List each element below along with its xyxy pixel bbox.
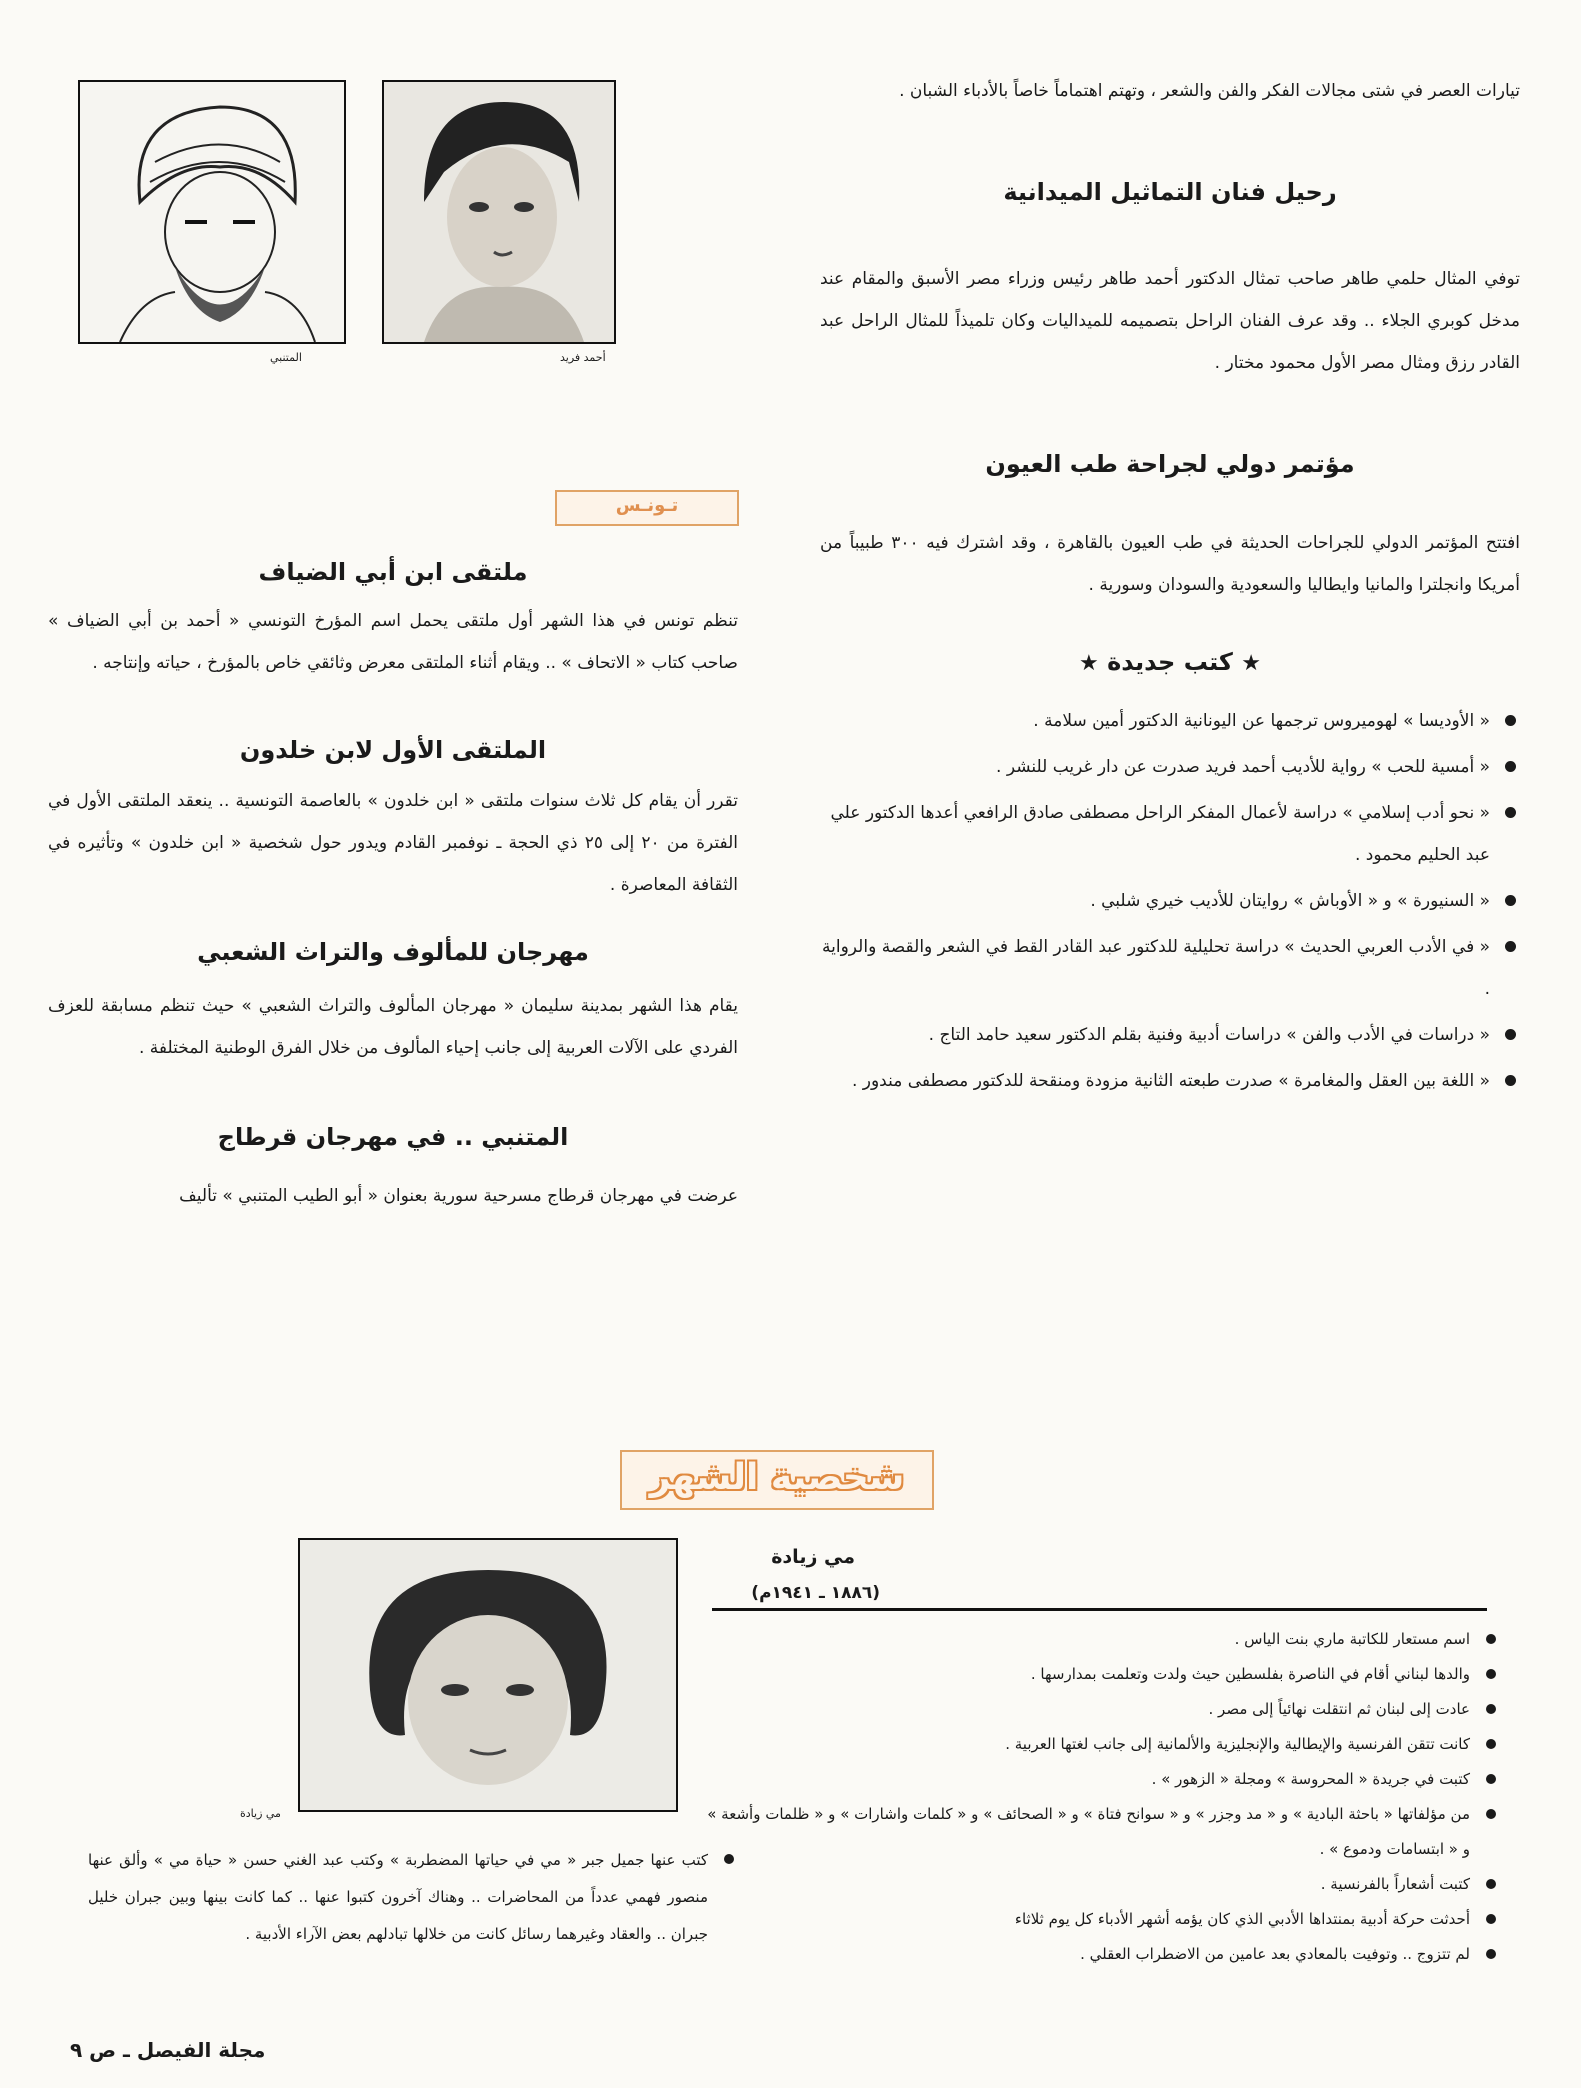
section-body-khaldun: تقرر أن يقام كل ثلاث سنوات ملتقى « ابن خلدون » بالعاصمة التونسية .. ينعقد الملتقى الأول في الفترة من ٢٠ إلى ٢٥ ذي الحجة ـ نوفمبر القادم ويدور حول شخصية « ابن خلدون » وتأثيره في الثقافة المعاصرة .: [48, 791, 738, 895]
list-item: كتبت في جريدة « المحروسة » ومجلة « الزهور » .: [700, 1762, 1500, 1797]
portrait-icon: [300, 1540, 676, 1810]
section-body-diaf: تنظم تونس في هذا الشهر أول ملتقى يحمل اسم المؤرخ التونسي « أحمد بن أبي الضياف » صاحب كتاب « الاتحاف » .. ويقام أثناء الملتقى معرض وثائقي خاص بالمؤرخ ، حياته وإنتاجه .: [48, 611, 738, 673]
section-title-khaldun: الملتقى الأول لابن خلدون: [239, 736, 547, 764]
list-item: كتبت أشعاراً بالفرنسية .: [700, 1867, 1500, 1902]
facts-list: [700, 1622, 1500, 1972]
star-icon: ★: [1241, 651, 1261, 676]
list-item: لم تتزوج .. وتوفيت بالمعادي بعد عامين من الاضطراب العقلي .: [700, 1937, 1500, 1972]
country-tag: تـونـس: [555, 490, 739, 526]
section-body-carthage: عرضت في مهرجان قرطاج مسرحية سورية بعنوان « أبو الطيب المتنبي » تأليف: [179, 1186, 738, 1206]
section-title-malouf: مهرجان للمألوف والتراث الشعبي: [197, 938, 589, 966]
divider: [712, 1608, 1487, 1611]
list-item: « اللغة بين العقل والمغامرة » صدرت طبعته الثانية مزودة ومنقحة للدكتور مصطفى مندور .: [820, 1060, 1520, 1102]
section-title-sculptor: رحيل فنان التماثيل الميدانية: [1003, 178, 1337, 206]
section-title-diaf: ملتقى ابن أبي الضياف: [258, 558, 528, 586]
list-item: « السنيورة » و « الأوباش » روايتان للأديب خيري شلبي .: [820, 880, 1520, 922]
books-title: كتب جديدة: [1107, 648, 1233, 676]
photo-ahmed-farid: [382, 80, 616, 344]
page-footer: مجلة الفيصل ـ ص ٩: [70, 2038, 266, 2062]
list-item: من مؤلفاتها « باحثة البادية » و « مد وجزر » و « سوانح فتاة » و « الصحائف » و « كلمات واشارات » و « ظلمات وأشعة » و « ابتسامات ودموع » .: [700, 1797, 1500, 1867]
section-body-eye-conference: افتتح المؤتمر الدولي للجراحات الحديثة في طب العيون بالقاهرة ، وقد اشترك فيه ٣٠٠ طبيباً من أمريكا وانجلترا والمانيا وايطاليا والسعودية والسودان وسورية .: [820, 533, 1520, 595]
photo-caption: المتنبي: [270, 351, 302, 364]
photo-caption: أحمد فريد: [560, 351, 606, 364]
list-item: « دراسات في الأدب والفن » دراسات أدبية وفنية بقلم الدكتور سعيد حامد التاج .: [820, 1014, 1520, 1056]
list-item: كانت تتقن الفرنسية والإيطالية والإنجليزية والألمانية إلى جانب لغتها العربية .: [700, 1727, 1500, 1762]
list-item: « الأوديسا » لهوميروس ترجمها عن اليونانية الدكتور أمين سلامة .: [820, 700, 1520, 742]
list-item: اسم مستعار للكاتبة ماري بنت الياس .: [700, 1622, 1500, 1657]
photo-caption: مي زيادة: [240, 1807, 281, 1820]
list-item: أحدثت حركة أدبية بمنتداها الأدبي الذي كان يؤمه أشهر الأدباء كل يوم ثلاثاء: [700, 1902, 1500, 1937]
photo-may-ziadeh: [298, 1538, 678, 1812]
list-item: والدها لبناني أقام في الناصرة بفلسطين حيث ولدت وتعلمت بمدارسها .: [700, 1657, 1500, 1692]
list-item: « أمسية للحب » رواية للأديب أحمد فريد صدرت عن دار غريب للنشر .: [820, 746, 1520, 788]
personality-dates: (١٨٨٦ ـ ١٩٤١م): [751, 1583, 880, 1603]
portrait-icon: [384, 82, 614, 342]
star-icon: ★: [1079, 651, 1099, 676]
sketch-portrait-icon: [80, 82, 344, 342]
books-heading: [820, 650, 1520, 675]
banner-title: شخصية الشهر: [649, 1457, 905, 1498]
list-item: « نحو أدب إسلامي » دراسة لأعمال المفكر الراحل مصطفى صادق الرافعي أعدها الدكتور علي عبد الحليم محمود .: [820, 792, 1520, 876]
books-list: [820, 700, 1520, 1106]
list-item: عادت إلى لبنان ثم انتقلت نهائياً إلى مصر .: [700, 1692, 1500, 1727]
section-body-sculptor: توفي المثال حلمي طاهر صاحب تمثال الدكتور أحمد طاهر رئيس وزراء مصر الأسبق والمقام عند مدخل كوبري الجلاء .. وقد عرف الفنان الراحل بتصميمه للميداليات وكان تلميذاً للمثال الراحل عبد القادر رزق ومثال مصر الأول محمود مختار .: [820, 269, 1520, 373]
personality-name: مي زيادة: [771, 1546, 855, 1568]
written-about-list: [88, 1842, 738, 1953]
list-item: كتب عنها جميل جبر « مي في حياتها المضطربة » وكتب عبد الغني حسن « حياة مي » وألق عنها منصور فهمي عدداً من المحاضرات .. وهناك آخرون كتبوا عنها .. كما كانت بينها وبين جبران خليل جبران .. والعقاد وغيرهما رسائل كانت من خلالها تبادلهم بعض الآراء الأدبية .: [88, 1842, 738, 1953]
photo-mutanabbi: [78, 80, 346, 344]
section-title-carthage: المتنبي .. في مهرجان قرطاج: [217, 1123, 569, 1151]
intro-text: تيارات العصر في شتى مجالات الفكر والفن والشعر ، وتهتم اهتماماً خاصاً بالأدباء الشبان .: [899, 81, 1520, 101]
personality-banner: [620, 1450, 934, 1510]
section-body-malouf: يقام هذا الشهر بمدينة سليمان « مهرجان المألوف والتراث الشعبي » حيث تنظم مسابقة للعزف الفردي على الآلات العربية إلى جانب إحياء المألوف من خلال الفرق الوطنية المختلفة .: [48, 996, 738, 1058]
list-item: « في الأدب العربي الحديث » دراسة تحليلية للدكتور عبد القادر القط في الشعر والقصة والرواية .: [820, 926, 1520, 1010]
section-title-eye-conference: مؤتمر دولي لجراحة طب العيون: [985, 450, 1355, 478]
